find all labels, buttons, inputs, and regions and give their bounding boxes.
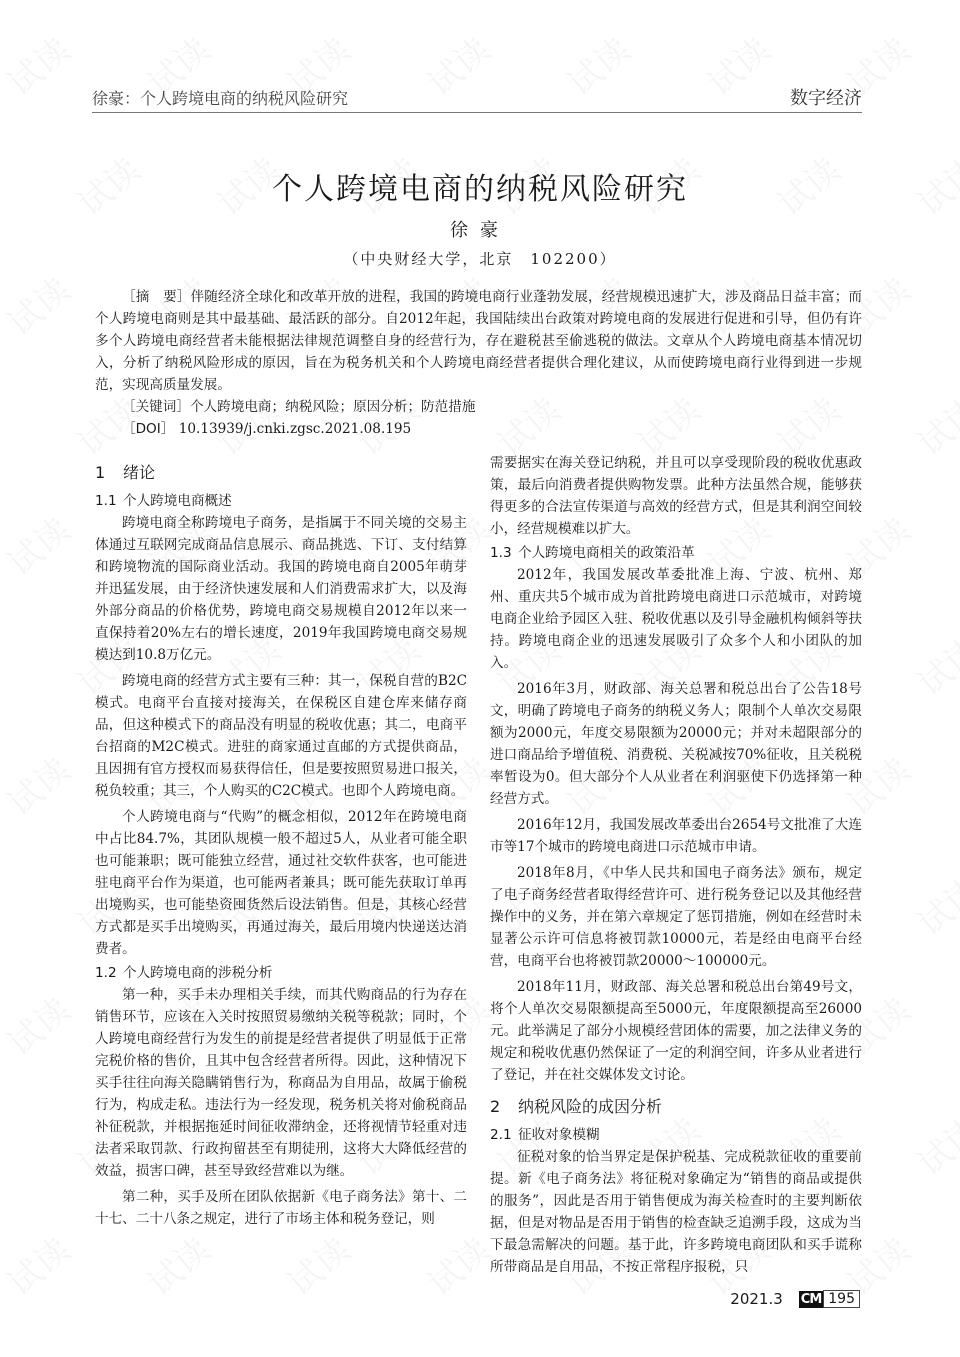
right-column: [490, 452, 862, 1278]
paragraph: 2012年，我国发展改革委批准上海、宁波、杭州、郑州、重庆共5个城市成为首批跨境电商进口示范城市，对跨境电商企业给予园区入驻、税收优惠以及引导金融机构倾斜等扶持。跨境电商企业的迅速发展吸引了众多个人和小团队的加入。: [490, 567, 862, 671]
watermark-text: [0, 264, 79, 345]
paragraph: 第一种，买手未办理相关手续，而其代购商品的行为存在销售环节，应该在入关时按照贸易缴纳关税等税款；同时，个人跨境电商经营行为发生的前提是经营者提供了明显低于正常完税价格的售价，且其中包含经营者所得。因此，这种情况下买手往往向海关隐瞒销售行为，称商品为自用品，故属于偷税行为，构成走私。违法行为一经发现，税务机关将对偷税商品补征税款，并根据拖延时间征收滞纳金，还将视情节轻重对违法者采取罚款、行政拘留甚至有期徒刑，这将大大降低经营的效益，损害口碑，甚至导致经营难以为继。: [95, 987, 467, 1179]
page-footer: [730, 1290, 860, 1308]
paragraph: 第二种，买手及所在团队依据新《电子商务法》第十、二十七、二十八条之规定，进行了市场主体和税务登记，则: [95, 1189, 467, 1227]
paragraph: 跨境电商全称跨境电子商务，是指属于不同关境的交易主体通过互联网完成商品信息展示、商品挑选、下订、支付结算和跨境物流的国际商业活动。我国的跨境电商自2005年萌芽并迅猛发展，由于经济快速发展和人们消费需求扩大，以及海外部分商品的价格优势，跨境电商交易规模自2012年以来一直保持着20%左右的增长速度，2019年我国跨境电商交易规模达到10.8万亿元。: [95, 515, 467, 663]
section-heading-2: 2 纳税风险的成因分析: [490, 1097, 663, 1116]
author: 徐豪: [450, 220, 510, 241]
section-heading-1: 1 绪论: [95, 463, 156, 482]
keywords-label: ［关键词］: [122, 399, 190, 415]
watermark-text: [0, 504, 79, 585]
paragraph: 2016年3月，财政部、海关总署和税总出台了公告18号文，明确了跨境电子商务的纳税义务人；限制个人单次交易限额为2000元，年度交易限额为20000元；并对未超限部分的进口商品给予增值税、消费税、关税减按70%征收，且关税税率暂设为0。但大部分个人从业者在利润驱使下仍选择第一种经营方式。: [490, 681, 862, 807]
watermark-text: [0, 984, 79, 1065]
watermark-text: [906, 624, 960, 705]
watermark-text: [416, 1224, 500, 1305]
journal-section: 数字经济: [790, 88, 862, 109]
paragraph: 2018年8月，《中华人民共和国电子商务法》颁布，规定了电子商务经营者取得经营许可、进行税务登记以及其他经营操作中的义务，并在第六章规定了惩罚措施，例如在经营时未显著公示许可信息将被罚款10000元，若是经由电商平台经营，电商平台也将被罚款20000～100000元。: [490, 865, 862, 969]
journal-logo: CM: [800, 1291, 822, 1307]
section-heading-1-1: 1.1 个人跨境电商概述: [95, 493, 232, 509]
section-heading-1-3: 1.3 个人跨境电商相关的政策沿革: [490, 545, 695, 561]
watermark-text: [0, 24, 79, 105]
paragraph: 个人跨境电商与“代购”的概念相似，2012年在跨境电商中占比84.7%，其团队规模一般不超过5人，从业者可能全职也可能兼职；既可能独立经营，通过社交软件获客，也可能进驻电商平台作为渠道，也可能两者兼具；既可能先获取订单再出境购买，也可能垫资囤货然后设法销售。但是，其核心经营方式都是买手出境购买，再通过海关，最后用境内快递送达消费者。: [95, 809, 467, 957]
watermark-text: [0, 1224, 79, 1305]
running-header: [92, 86, 862, 113]
abstract-text: 伴随经济全球化和改革开放的进程，我国的跨境电商行业蓬勃发展，经营规模迅速扩大，涉及商品日益丰富；而个人跨境电商则是其中最基础、最活跃的部分。自2012年起，我国陆续出台政策对跨境电商的发展进行促进和引导，但仍有许多个人跨境电商经营者未能根据法律规范调整自身的经营行为，存在避税甚至偷逃税的做法。文章从个人跨境电商基本情况切入，分析了纳税风险形成的原因，旨在为税务机关和个人跨境电商经营者提供合理化建议，从而使跨境电商行业得到进一步规范，实现高质量发展。: [95, 289, 862, 393]
paper-title: 个人跨境电商的纳税风险研究: [272, 172, 688, 207]
watermark-text: [276, 1224, 360, 1305]
paragraph: 征税对象的恰当界定是保护税基、完成税款征收的重要前提。新《电子商务法》将征税对象确定为“销售的商品或提供的服务”，因此是否用于销售便成为海关检查时的主要判断依据，但是对物品是否用于销售的检查缺乏追溯手段，这成为当下最急需解决的问题。基于此，许多跨境电商团队和买手谎称所带商品是自用品，不按正常程序报税，只: [490, 1149, 862, 1275]
section-heading-2-1: 2.1 征收对象模糊: [490, 1127, 600, 1143]
abstract: [95, 286, 862, 396]
running-header-title: 徐豪：个人跨境电商的纳税风险研究: [92, 89, 349, 108]
keywords-text: 个人跨境电商；纳税风险；原因分析；防范措施: [189, 399, 476, 415]
paragraph-continued: 需要据实在海关登记纳税，并且可以享受现阶段的税收优惠政策，最后向消费者提供购物发票。此种方法虽然合规，能够获得更多的合法宣传渠道与高效的经营方式，但是其利润空间较小，经营规模难以扩大。: [490, 455, 862, 537]
page-number: 195: [823, 1290, 860, 1308]
doi: [95, 418, 862, 440]
keywords: [95, 396, 862, 418]
paragraph: 2018年11月，财政部、海关总署和税总出台第49号文，将个人单次交易限额提高至5000元，年度限额提高至26000元。此举满足了部分小规模经营团体的需要，加之法律义务的规定和税收优惠仍然保证了一定的利润空间，许多从业者进行了登记，并在社交媒体发文讨论。: [490, 979, 862, 1083]
watermark-text: [906, 1104, 960, 1185]
abstract-label: ［摘 要］: [122, 289, 191, 305]
watermark-text: [136, 1224, 220, 1305]
left-column: [95, 452, 467, 1230]
issue-date: 2021.3: [730, 1290, 783, 1308]
paragraph: 跨境电商的经营方式主要有三种：其一，保税自营的B2C模式。电商平台直接对接海关，在保税区自建仓库来储存商品，但这种模式下的商品没有明显的税收优惠；其二，电商平台招商的M2C模式。进驻的商家通过直邮的方式提供商品，且因拥有官方授权而易获得信任，但是要按照贸易进口报关，税负较重；其三，个人购买的C2C模式。也即个人跨境电商。: [95, 673, 467, 799]
watermark-text: [906, 864, 960, 945]
section-heading-1-2: 1.2 个人跨境电商的涉税分析: [95, 965, 273, 981]
abstract-block: [95, 286, 862, 440]
affiliation: （中央财经大学，北京 102200）: [343, 250, 617, 268]
watermark-text: [906, 384, 960, 465]
doi-label: ［DOI］: [122, 421, 175, 437]
paragraph: 2016年12月，我国发展改革委出台2654号文批准了大连市等17个城市的跨境电商进口示范城市申请。: [490, 817, 862, 855]
watermark-text: [0, 744, 79, 825]
doi-text: 10.13939/j.cnki.zgsc.2021.08.195: [178, 421, 412, 437]
